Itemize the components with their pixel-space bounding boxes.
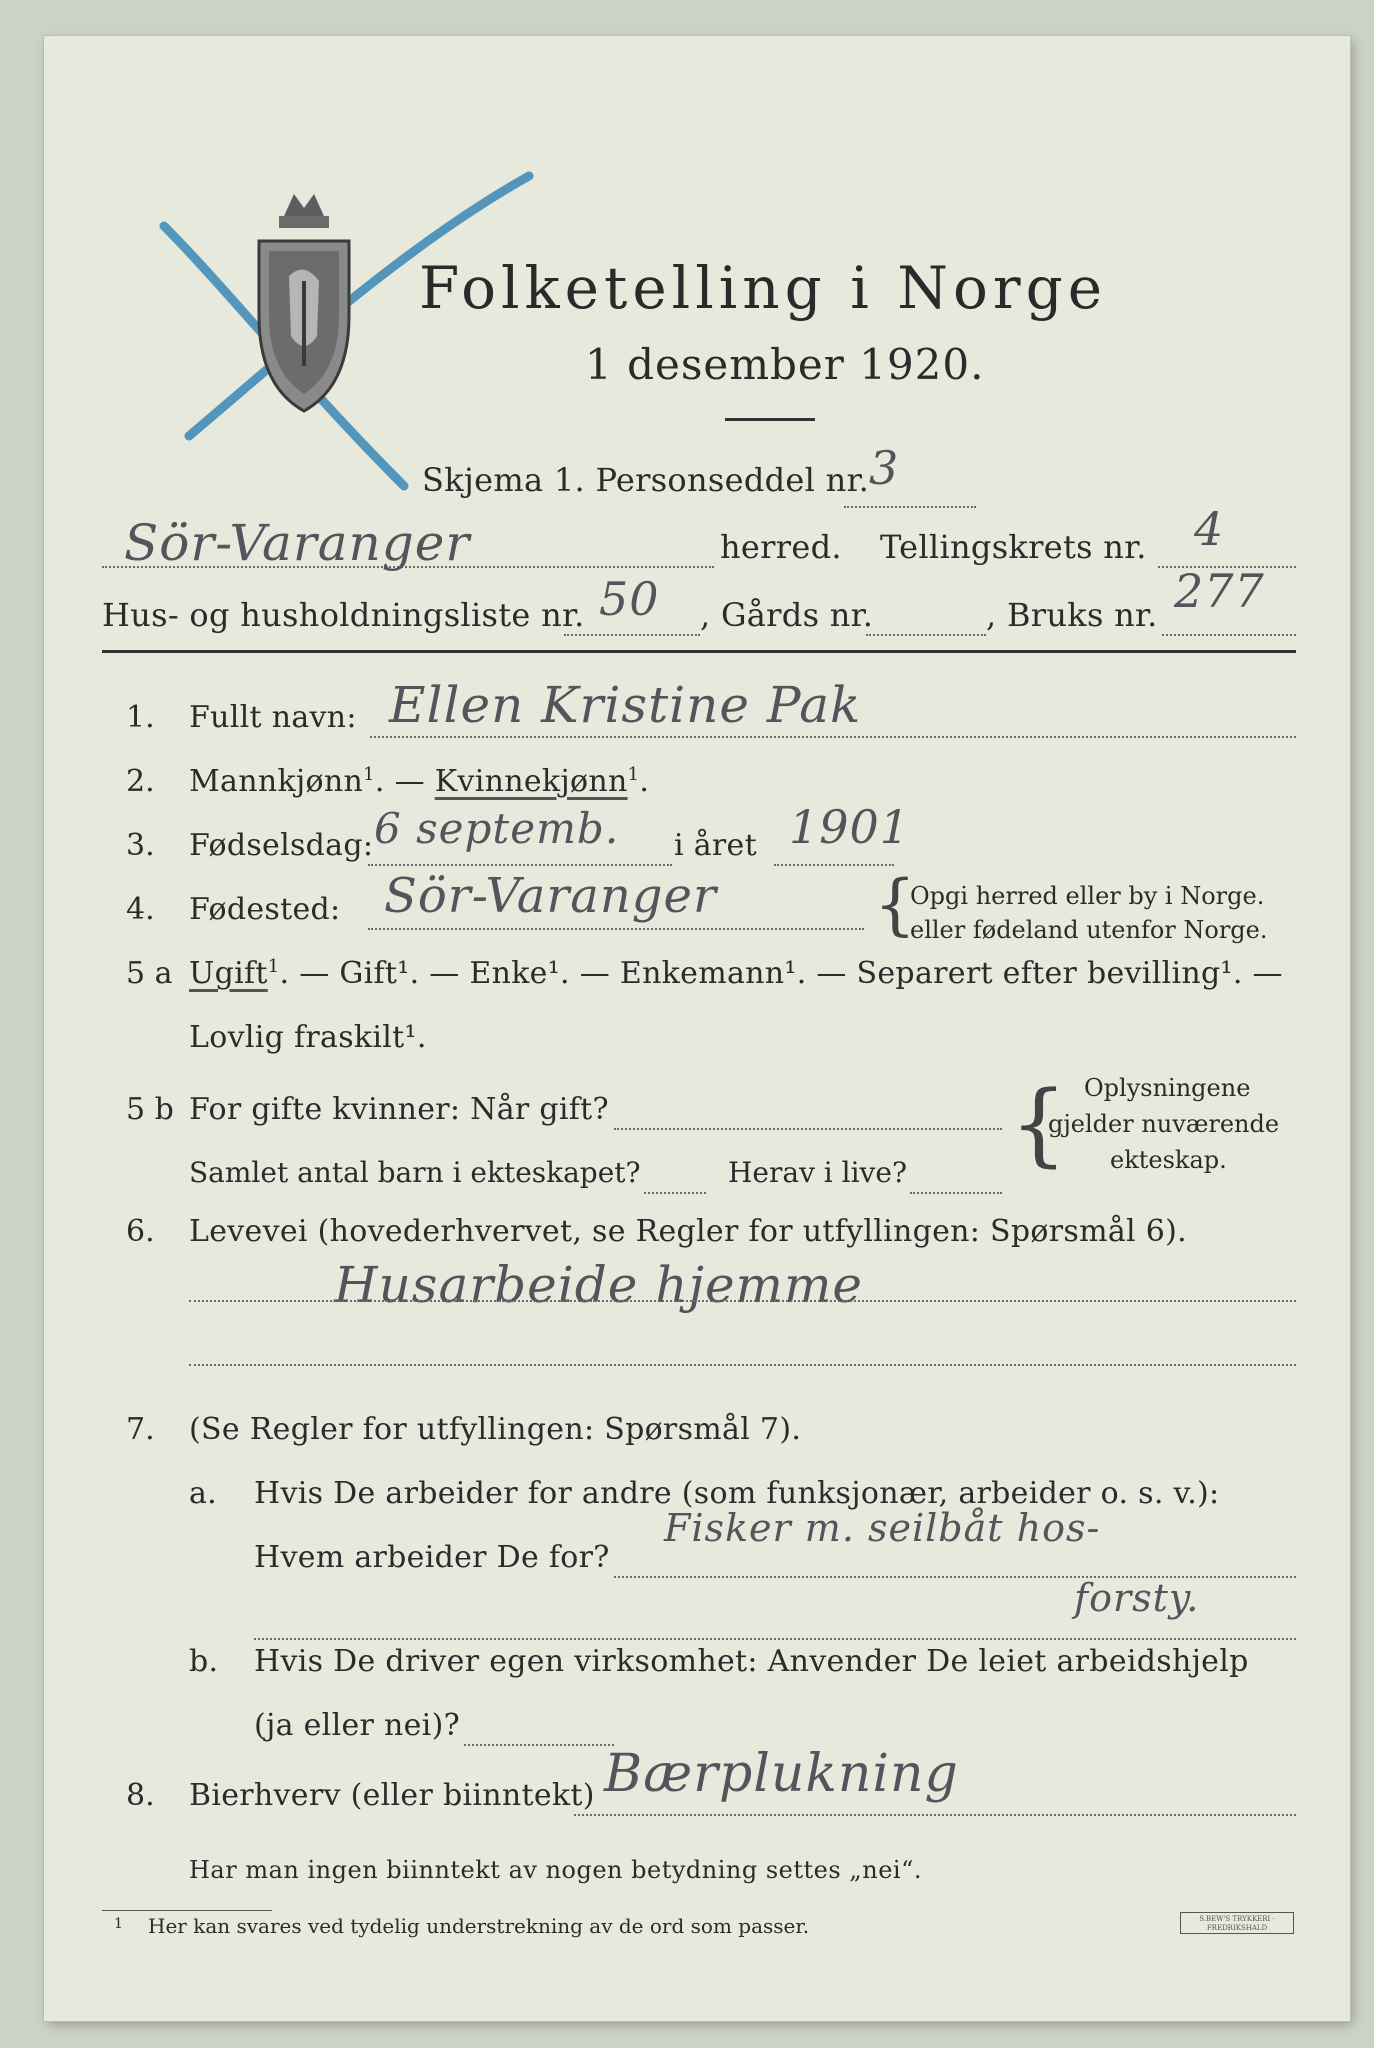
q5b-alive-label: Herav i live? xyxy=(728,1156,907,1189)
q4-note-line1: Opgi herred eller by i Norge. xyxy=(910,882,1265,910)
bruks-line xyxy=(1162,634,1296,636)
q1-label: Fullt navn: xyxy=(189,700,357,735)
q4-note-line2: eller fødeland utenfor Norge. xyxy=(910,916,1268,944)
bruks-value[interactable]: 277 xyxy=(1174,564,1265,618)
herred-value[interactable]: Sör-Varanger xyxy=(124,514,471,572)
q5a-line2[interactable]: Lovlig fraskilt¹. xyxy=(189,1020,427,1055)
occupation-value[interactable]: Husarbeide hjemme xyxy=(334,1256,863,1314)
q8-label: Bierhverv (eller biinntekt) xyxy=(189,1778,595,1813)
q5b-note-line3: ekteskap. xyxy=(1110,1146,1227,1174)
gards-line xyxy=(866,634,986,636)
schema-label: Skjema 1. Personseddel nr. xyxy=(422,461,870,499)
q3-number: 3. xyxy=(126,828,155,863)
q5b-note-line1: Oplysningene xyxy=(1084,1074,1251,1102)
q1-line xyxy=(370,736,1296,738)
hus-liste-label: Hus- og husholdningsliste nr. xyxy=(102,596,585,634)
census-form-card xyxy=(44,36,1350,2021)
q5b-married-when-label: For gifte kvinner: Når gift? xyxy=(189,1092,609,1127)
title-divider xyxy=(725,418,815,421)
q2-options: Mannkjønn$^1$. — Kvinnekjønn$^1$. xyxy=(189,764,650,799)
birth-day-value[interactable]: 6 septemb. xyxy=(374,804,620,853)
footnote-text: Her kan svares ved tydelig understrekning av de ord som passer. xyxy=(148,1914,810,1938)
option-kvinnekjonn-underlined[interactable]: Kvinnekjønn xyxy=(434,764,628,799)
q5b-married-when-line xyxy=(614,1128,1002,1130)
employer-value-line2[interactable]: forsty. xyxy=(1074,1576,1200,1620)
norwegian-coat-of-arms-icon xyxy=(249,186,359,426)
q7a-question: Hvem arbeider De for? xyxy=(254,1540,610,1575)
q7-number: 7. xyxy=(126,1412,155,1447)
q4-brace: { xyxy=(874,866,916,943)
q4-number: 4. xyxy=(126,892,155,927)
q5a-number: 5 a xyxy=(126,956,173,991)
tellingskrets-value[interactable]: 4 xyxy=(1194,502,1225,556)
q5b-number: 5 b xyxy=(126,1092,174,1127)
q5b-alive-line xyxy=(910,1192,1002,1194)
q3-day-line xyxy=(368,864,672,866)
q5b-children-label: Samlet antal barn i ekteskapet? xyxy=(189,1156,641,1189)
tellingskrets-label: Tellingskrets nr. xyxy=(880,528,1147,566)
form-title: Folketelling i Norge xyxy=(419,254,1108,322)
q8-line xyxy=(574,1814,1296,1816)
q7a-label: Hvis De arbeider for andre (som funksjonær, arbeider o. s. v.): xyxy=(254,1476,1220,1511)
footnote-rule xyxy=(102,1910,272,1911)
q5b-note-line2: gjelder nuværende xyxy=(1048,1110,1280,1138)
birth-year-value[interactable]: 1901 xyxy=(789,800,911,854)
option-mannkjonn[interactable]: Mannkjønn xyxy=(189,764,364,799)
footnote-mark: 1 xyxy=(114,1916,123,1932)
q5b-brace: { xyxy=(1010,1072,1068,1177)
q4-label: Fødested: xyxy=(189,892,341,927)
q7b-label: Hvis De driver egen virksomhet: Anvender De leiet arbeidshjelp xyxy=(254,1644,1249,1679)
census-date: 1 desember 1920. xyxy=(585,340,985,389)
q7a-line2 xyxy=(254,1638,1296,1640)
q5a-options: Ugift$^1$. — Gift¹. — Enke¹. — Enkemann¹. — Separert efter bevilling¹. — xyxy=(189,956,1283,991)
q2-separator: . — xyxy=(374,764,425,799)
printer-stamp-text: S.BEW'S TRYKKERI · FREDRIKSHALD xyxy=(1199,1915,1275,1932)
herred-label: herred. xyxy=(720,528,842,566)
personseddel-value[interactable]: 3 xyxy=(869,441,900,495)
q5b-children-line xyxy=(644,1192,706,1194)
q6-number: 6. xyxy=(126,1214,155,1249)
birthplace-value[interactable]: Sör-Varanger xyxy=(384,868,717,924)
bruks-label: , Bruks nr. xyxy=(986,596,1158,634)
q7b-line xyxy=(464,1744,614,1746)
q4-line xyxy=(368,928,864,930)
no-income-note: Har man ingen biinntekt av nogen betydning settes „nei“. xyxy=(189,1856,922,1884)
personseddel-line xyxy=(844,506,976,508)
q8-number: 8. xyxy=(126,1778,155,1813)
q7-label: (Se Regler for utfyllingen: Spørsmål 7). xyxy=(189,1412,802,1447)
full-name-value[interactable]: Ellen Kristine Pak xyxy=(389,676,862,734)
option-ugift-underlined[interactable]: Ugift xyxy=(189,956,268,991)
q2-end: . xyxy=(639,764,650,799)
hus-liste-line xyxy=(564,634,700,636)
q6-line2 xyxy=(189,1364,1296,1366)
q1-number: 1. xyxy=(126,700,155,735)
q6-label: Levevei (hovederhvervet, se Regler for utfyllingen: Spørsmål 6). xyxy=(189,1214,1187,1249)
printer-stamp xyxy=(1180,1912,1294,1934)
q7b-letter: b. xyxy=(189,1644,219,1679)
employer-value-line1[interactable]: Fisker m. seilbåt hos- xyxy=(664,1506,1101,1550)
hus-liste-value[interactable]: 50 xyxy=(599,572,660,626)
q2-number: 2. xyxy=(126,764,155,799)
q3-year-label: i året xyxy=(674,828,757,863)
q3-label: Fødselsdag: xyxy=(189,828,374,863)
q7b-question: (ja eller nei)? xyxy=(254,1708,460,1743)
gards-label: , Gårds nr. xyxy=(700,596,874,634)
q5a-other-options[interactable]: . — Gift¹. — Enke¹. — Enkemann¹. — Separert efter bevilling¹. — xyxy=(279,956,1283,991)
side-income-value[interactable]: Bærplukning xyxy=(604,1744,959,1804)
header-rule xyxy=(102,650,1296,653)
q7a-letter: a. xyxy=(189,1476,218,1511)
q6-line1 xyxy=(189,1300,1296,1302)
